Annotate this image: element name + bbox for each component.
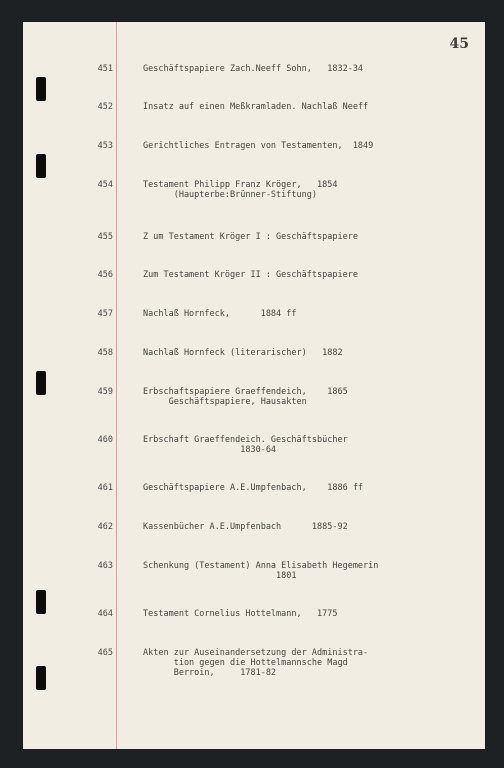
entry-number: 463 (97, 561, 113, 571)
entry-number: 456 (97, 270, 113, 280)
binder-punch-hole (36, 666, 46, 690)
entry-number: 461 (97, 483, 113, 493)
entry-description: Gerichtliches Entragen von Testamenten, 1849 (143, 141, 374, 151)
entry-description: Erbschaftspapiere Graeffendeich, 1865 Geschäftspapiere, Hausakten (143, 387, 348, 407)
entry-number: 457 (97, 309, 113, 319)
entry-description: Schenkung (Testament) Anna Elisabeth Hegemerin 1801 (143, 561, 379, 581)
margin-rule (116, 22, 117, 749)
entry-number: 460 (97, 435, 113, 445)
entry-number: 465 (97, 648, 113, 658)
entry-description: Akten zur Auseinandersetzung der Administra- tion gegen die Hottelmannsche Magd Berroin, 1781-82 (143, 648, 369, 678)
entry-description: Erbschaft Graeffendeich. Geschäftsbücher 1830-64 (143, 435, 348, 455)
entry-description: Insatz auf einen Meßkramladen. Nachlaß Neeff (143, 102, 369, 112)
archive-page (23, 22, 485, 749)
page-number: 45 (449, 36, 469, 52)
entry-number: 458 (97, 348, 113, 358)
entry-description: Testament Cornelius Hottelmann, 1775 (143, 609, 338, 619)
entry-number: 459 (97, 387, 113, 397)
entry-number: 452 (97, 102, 113, 112)
entry-number: 453 (97, 141, 113, 151)
entry-number: 451 (97, 64, 113, 74)
entry-number: 464 (97, 609, 113, 619)
binder-punch-hole (36, 154, 46, 178)
entry-description: Geschäftspapiere Zach.Neeff Sohn, 1832-34 (143, 64, 364, 74)
entry-description: Nachlaß Hornfeck (literarischer) 1882 (143, 348, 343, 358)
entry-number: 455 (97, 232, 113, 242)
entry-description: Kassenbücher A.E.Umpfenbach 1885-92 (143, 522, 348, 532)
binder-punch-hole (36, 590, 46, 614)
entry-description: Zum Testament Kröger II : Geschäftspapiere (143, 270, 358, 280)
binder-punch-hole (36, 371, 46, 395)
entry-description: Testament Philipp Franz Kröger, 1854 (Haupterbe:Brünner-Stiftung) (143, 180, 338, 200)
entry-description: Nachlaß Hornfeck, 1884 ff (143, 309, 297, 319)
entry-description: Z um Testament Kröger I : Geschäftspapiere (143, 232, 358, 242)
entry-description: Geschäftspapiere A.E.Umpfenbach, 1886 ff (143, 483, 364, 493)
binder-punch-hole (36, 77, 46, 101)
entry-number: 454 (97, 180, 113, 190)
entry-number: 462 (97, 522, 113, 532)
